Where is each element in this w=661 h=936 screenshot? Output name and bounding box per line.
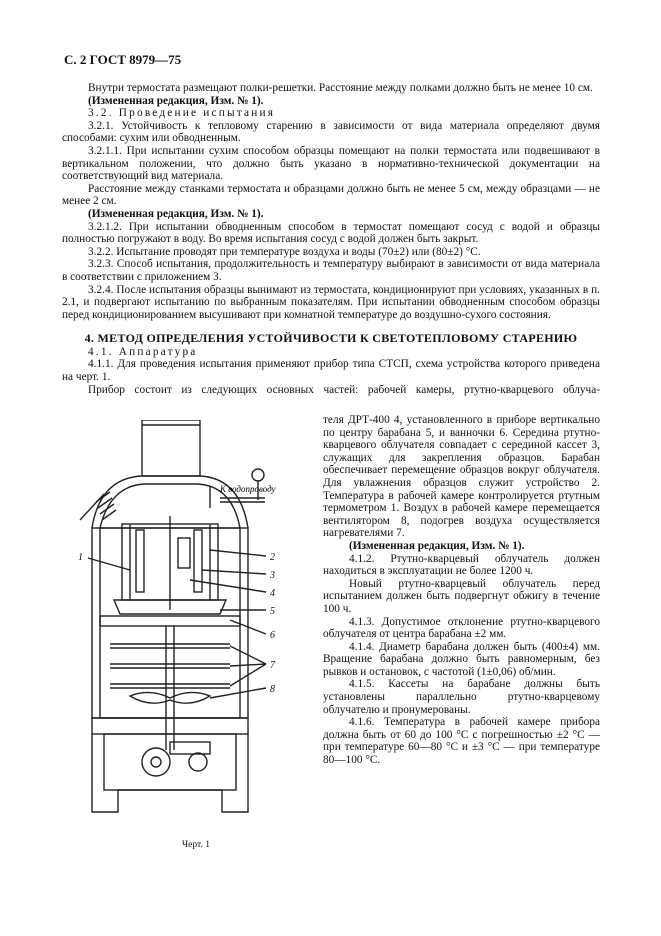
apparatus-drawing <box>70 420 310 828</box>
section-heading: 4. МЕТОД ОПРЕДЕЛЕНИЯ УСТОЙЧИВОСТИ К СВЕТОТЕПЛОВОМУ СТАРЕНИЮ <box>84 331 578 346</box>
label-2: 2 <box>270 552 275 563</box>
figure-caption: Черт. 1 <box>182 840 210 850</box>
paragraph: 4.1.2. Ртутно-кварцевый облучатель должен находиться в эксплуатации не более 1200 ч. <box>323 552 600 578</box>
paragraph: 3.2.1.1. При испытании сухим способом образцы помещают на полки термостата или подвешивают в вертикальном положении, что должно быть указано в нормативно-технической документации на соответствующий вид материала. <box>62 144 600 183</box>
paragraph: Расстояние между станками термостата и образцами должно быть не менее 5 см, между образцами — не менее 2 см. <box>62 182 600 208</box>
amendment-note: (Измененная редакция, Изм. № 1). <box>88 94 264 107</box>
label-7: 7 <box>270 660 275 671</box>
paragraph-lead: Прибор состоит из следующих основных частей: рабочей камеры, ртутно-кварцевого облуча- <box>88 383 600 396</box>
paragraph: теля ДРТ-400 4, установленного в приборе вертикально по центру барабана 5, и ванночки 6. Середина ртутно-кварцевого облучателя совпадает с серединой кассет 3, служащих для закрепления образцов. Барабан обеспечивает перемещение образцов вокруг облучателя. Для увлажнения образцов служит устройство 2. Температура в рабочей камере контролируется ртутным термометром 1. Воздух в рабочей камере перемещается вентилятором 8, подогрев воздуха осуществляется нагревателями 7. <box>323 414 600 540</box>
label-4: 4 <box>270 588 275 599</box>
paragraph: 3.2.1. Устойчивость к тепловому старению в зависимости от вида материала определяют двумя способами: сухим или обводненным. <box>62 119 600 145</box>
amendment-note: (Измененная редакция, Изм. № 1). <box>88 207 264 220</box>
paragraph: 4.1.5. Кассеты на барабане должны быть установлены параллельно ртутно-кварцевому облучателю и пронумерованы. <box>323 678 600 716</box>
page-header: С. 2 ГОСТ 8979—75 <box>64 52 182 67</box>
right-column-text <box>323 414 600 767</box>
paragraph: 4.1.1. Для проведения испытания применяют прибор типа СТСП, схема устройства которого приведена на черт. 1. <box>62 358 600 384</box>
paragraph: 3.2.2. Испытание проводят при температуре воздуха и воды (70±2) или (80±2) °С. <box>88 245 481 258</box>
paragraph: 4.1.6. Температура в рабочей камере прибора должна быть от 60 до 100 °С с погрешностью ±2 °С — при температуре 60—80 °С и ±3 °С — при температуре 80—100 °С. <box>323 716 600 767</box>
subsection-title: 3.2. Проведение испытания <box>88 107 276 120</box>
subsection-title: 4.1. Аппаратура <box>88 345 198 358</box>
paragraph: 3.2.4. После испытания образцы вынимают из термостата, кондиционируют при условиях, указанных в п. 2.1, и подвергают испытанию по выбранным показателям. При испытании обводненным способом образцы перед кондиционированием высушивают при комнатной температуре до воздушно-сухого состояния. <box>62 283 600 321</box>
paragraph: 4.1.4. Диаметр барабана должен быть (400±4) мм. Вращение барабана должно быть равномерным, без рывков и остановок, с частотой (1±0,06) об/мин. <box>323 640 600 678</box>
label-1: 1 <box>78 552 83 563</box>
paragraph: Внутри термостата размещают полки-решетки. Расстояние между полками должно быть не менее 10 см. <box>88 82 593 94</box>
label-3: 3 <box>270 570 275 581</box>
label-6: 6 <box>270 630 275 641</box>
main-text <box>62 82 600 396</box>
paragraph: 3.2.3. Способ испытания, продолжительность и температуру выбирают в зависимости от вида материала в соответствии с приложением 3. <box>62 258 600 283</box>
paragraph: 3.2.1.2. При испытании обводненным способом в термостат помещают сосуд с водой и образцы полностью погружают в воду. Во время испытания сосуд с водой должен быть закрыт. <box>62 220 600 246</box>
paragraph: 4.1.3. Допустимое отклонение ртутно-кварцевого облучателя от центра барабана ±2 мм. <box>323 615 600 641</box>
label-8: 8 <box>270 684 275 695</box>
paragraph: Новый ртутно-кварцевый облучатель перед испытанием должен быть подвергнут обжигу в течение 100 ч. <box>323 577 600 615</box>
label-5: 5 <box>270 606 275 617</box>
amendment-note: (Измененная редакция, Изм. № 1). <box>349 539 525 552</box>
water-label: К водопроводу <box>220 484 276 494</box>
